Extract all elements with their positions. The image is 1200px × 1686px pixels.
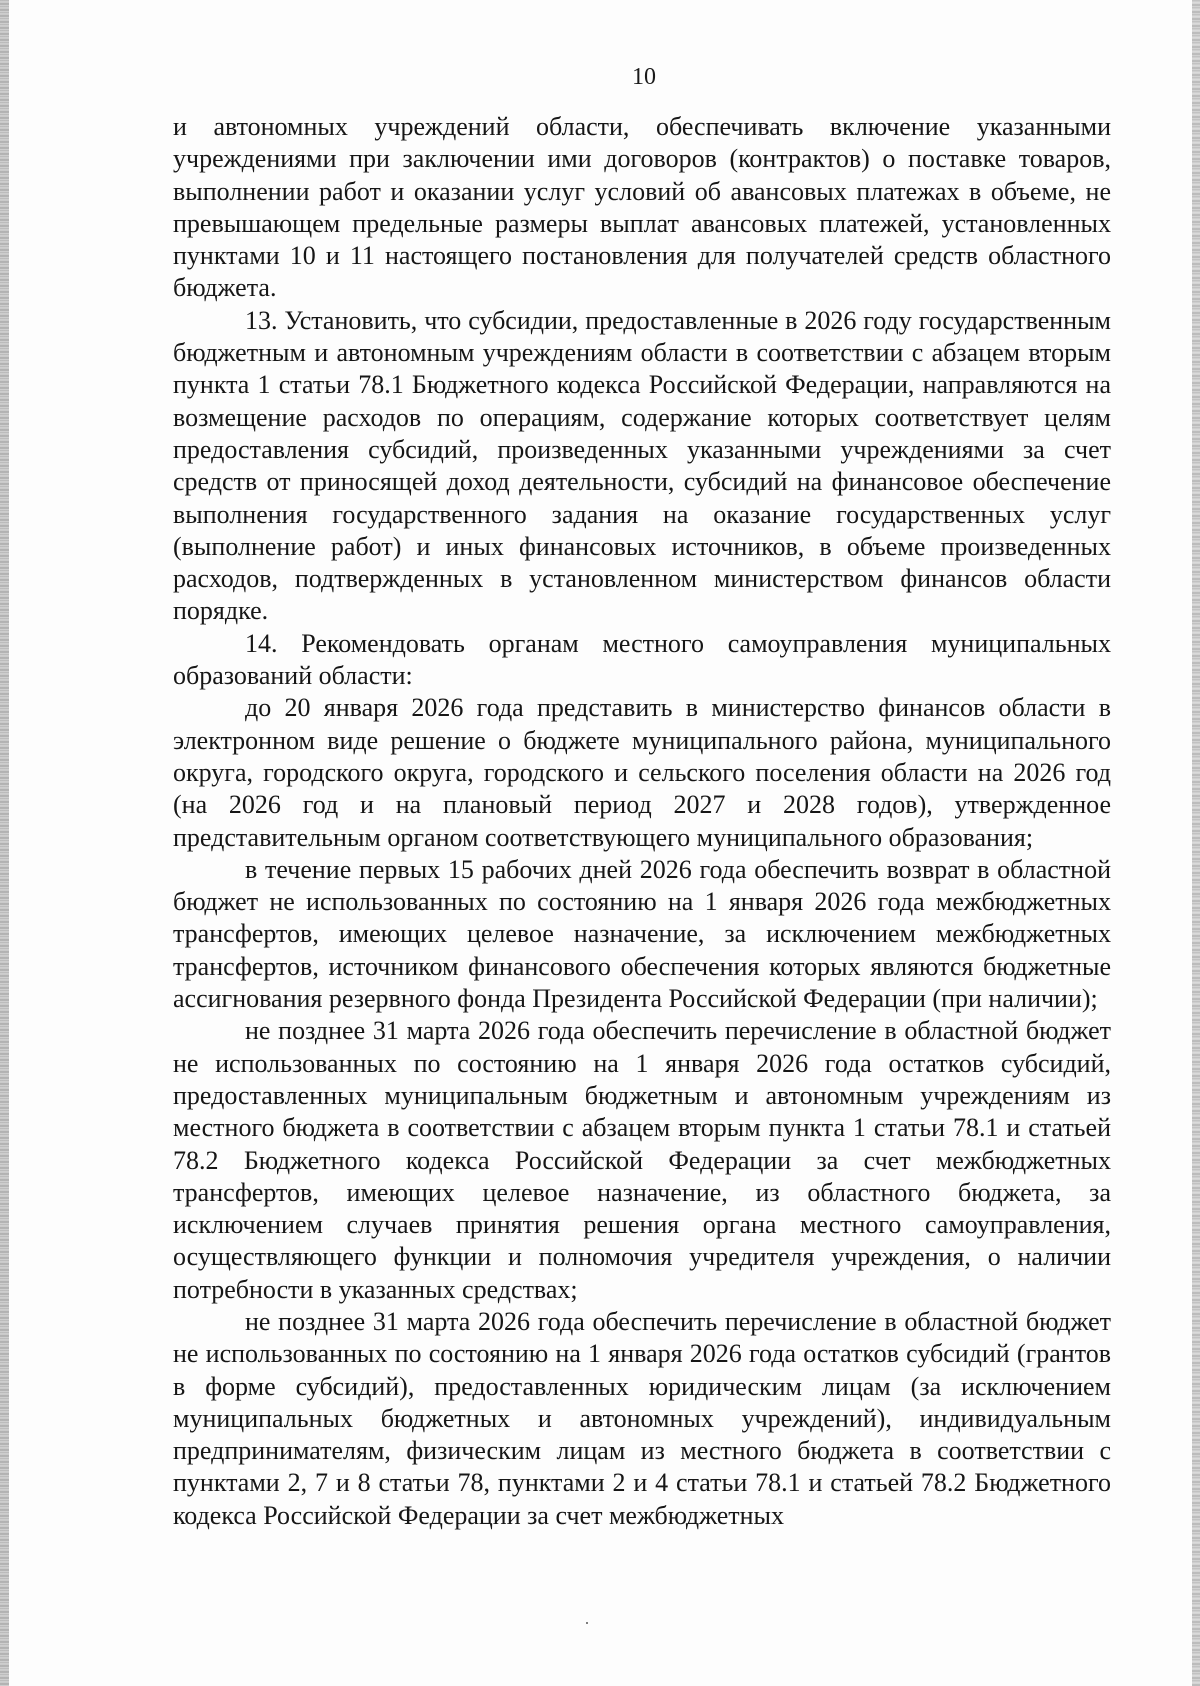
paragraph-subitem-march-31-grants: не позднее 31 марта 2026 года обеспечить перечисление в областной бюджет не использованных по состоянию на 1 января 2026 года остатков субсидий (грантов в форме субсидий), предоставленных юридическим лицам (за исключением муниципальных бюджетных и автономных учреждений), индивидуальным предпринимателям, физическим лицам из местного бюджета в соответствии с пунктами 2, 7 и 8 статьи 78, пунктами 2 и 4 статьи 78.1 и статьей 78.2 Бюджетного кодекса Российской Федерации за счет межбюджетных [173,1306,1111,1530]
paragraph-subitem-deadline-jan-20: до 20 января 2026 года представить в министерство финансов области в электронном виде решение о бюджете муниципального района, муниципального округа, городского округа, городского и сельского поселения области на 2026 год (на 2026 год и на плановый период 2027 и 2028 годов), утвержденное представительным органом соответствующего муниципального образования; [173,693,1111,852]
scan-speck [586,1622,588,1624]
paragraph-item-13: 13. Установить, что субсидии, предоставленные в 2026 году государственным бюджетным и автономным учреждениям области в соответствии с абзацем вторым пункта 1 статьи 78.1 Бюджетного кодекса Российской Федерации, направляются на возмещение расходов по операциям, содержание которых соответствует целям предоставления субсидий, произведенных указанными учреждениями за счет средств от приносящей доход деятельности, субсидий на финансовое обеспечение выполнения государственного задания на оказание государственных услуг (выполнение работ) и иных финансовых источников, в объеме произведенных расходов, подтвержденных в установленном министерством финансов области порядке. [173,305,1111,626]
paragraph-continuation: и автономных учреждений области, обеспечивать включение указанными учреждениями при заключении ими договоров (контрактов) о поставке товаров, выполнении работ и оказании услуг условий об авансовых платежах в объеме, не превышающем предельные размеры выплат авансовых платежей, установленных пунктами 10 и 11 настоящего постановления для получателей средств областного бюджета. [173,112,1111,303]
scan-edge-right [1192,0,1200,1686]
paragraph-subitem-march-31-institutions: не позднее 31 марта 2026 года обеспечить перечисление в областной бюджет не использованных по состоянию на 1 января 2026 года остатков субсидий, предоставленных муниципальным бюджетным и автономным учреждениям из местного бюджета в соответствии с абзацем вторым пункта 1 статьи 78.1 и статьей 78.2 Бюджетного кодекса Российской Федерации за счет межбюджетных трансфертов, имеющих целевое назначение, из областного бюджета, за исключением случаев принятия решения органа местного самоуправления, осуществляющего функции и полномочия учредителя учреждения, о наличии потребности в указанных средствах; [173,1016,1111,1304]
scan-edge-left [0,0,9,1686]
paragraph-item-14: 14. Рекомендовать органам местного самоуправления муниципальных образований области: [173,628,1111,691]
page-number: 10 [632,64,656,90]
document-body [173,111,1111,1532]
paragraph-subitem-first-15-days: в течение первых 15 рабочих дней 2026 года обеспечить возврат в областной бюджет не использованных по состоянию на 1 января 2026 года межбюджетных трансфертов, имеющих целевое назначение, за исключением межбюджетных трансфертов, источником финансового обеспечения которых являются бюджетные ассигнования резервного фонда Президента Российской Федерации (при наличии); [173,854,1111,1014]
